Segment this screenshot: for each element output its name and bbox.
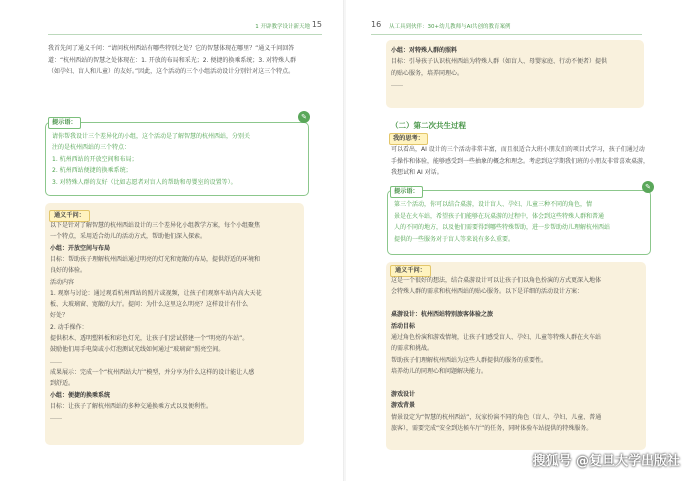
reply-line: 成果展示：完成一个“杭州西站大厅”模型，并分享为什么这样的设计能让人感 (50, 368, 255, 376)
pencil-icon: ✎ (298, 111, 310, 123)
left-page-number: 15 (311, 20, 322, 29)
reply-line: 提供积木、透明塑料板和彩色灯光，让孩子们尝试搭建一个“明亮的车站”。 (50, 335, 249, 342)
prompt-tag-right: 提示语： (390, 186, 423, 198)
reply-line: 桌游设计：杭州西站特别旅客体验之旅 (391, 311, 494, 319)
prompt-line: 3. 对特殊人群的友好（比如志愿者对盲人的帮助和母婴室的设置等）。 (52, 178, 237, 186)
right-page-number: 16 (371, 20, 382, 29)
prompt-line: 提供的一些服务对于盲人等来说有多么重要。 (394, 235, 515, 243)
reply-line: 1. 观察与讨论：通过观看杭州西站的照片或视频，让孩子们观察车站内高大天花 (50, 289, 262, 297)
reply-line: 目标：让孩子了解杭州西站的多种交通换乘方式以及便利性。 (50, 402, 213, 410)
right-page (346, 0, 690, 481)
prompt-box-left (45, 113, 309, 196)
pencil-icon-right: ✎ (642, 181, 654, 193)
prompt-line: 请你帮我设计三个差异化的小组，这个活动是了解智慧的杭州西站，分别关 (52, 133, 251, 140)
reply-line: 游戏背景 (391, 402, 416, 410)
reply-line: 会特殊人群的需求和杭州西站的贴心服务。以下是详细的活动设计方案： (391, 288, 584, 296)
prompt-tag: 提示语： (48, 117, 81, 129)
reply-line: 到舒适。 (50, 380, 75, 388)
reply-line: 帮助孩子们理解杭州西站为这些人群提供的服务的重要性。 (391, 356, 548, 364)
reply-line: 旅客），需要完成“安全到达候车厅”的任务，同时体验车站提供的特殊服务。 (391, 425, 593, 433)
reply-line: 小组：开放空间与布局 (50, 244, 111, 252)
reply-line: 板、大玻璃窗、宽敞的大厅。提问：为什么这里这么明亮？这样设计有什么 (50, 301, 249, 309)
reply-line: 小组：对特殊人群的照料 (391, 47, 458, 54)
left-header-rule (48, 34, 322, 35)
prompt-line: 注的是杭州西站的三个特点： (52, 144, 131, 152)
prompt-box-right (387, 183, 651, 255)
prompt-line: 1. 杭州西站的开放空间和布局； (52, 155, 138, 163)
prompt-line: 2. 杭州西站便捷的换乘系统； (52, 167, 132, 175)
prompt-line: 第三个活动，你可以结合桌游，设计盲人、孕妇、儿童三种不同的角色，情 (394, 201, 593, 208)
reply-line: 良好的体验。 (50, 267, 87, 275)
reply-line: 活动内容 (50, 278, 75, 286)
reply-line: 情景设定为“智慧的杭州西站”，玩家扮演不同的角色（盲人、孕妇、儿童、普通 (391, 413, 602, 421)
reply-tag: 通义千问： (49, 210, 90, 222)
right-running-header: 从工具到伙伴：30+幼儿教师与AI共创的教育案例 (389, 24, 511, 30)
section-title: （二）第二次共生过程 (391, 121, 466, 130)
reply-line: 这是一个很好的想法，结合桌游设计可以让孩子们以角色扮演的方式更深入地体 (391, 277, 602, 284)
prompt-line: 人的不同的地方，以及他们需要得到哪些特殊帮助，进一步帮助幼儿理解杭州西站 (394, 224, 611, 231)
reply-box-left (45, 203, 304, 445)
reply-line: 活动目标 (391, 322, 416, 330)
reply-line: …… (391, 81, 403, 89)
prompt-line: 景是在火车站，希望孩子们能够在玩桌游的过程中，体会到这些特殊人群和普通 (394, 212, 605, 220)
reply-line: 培养幼儿的同理心和问题解决能力。 (391, 368, 488, 376)
reply-line: 游戏设计 (391, 391, 416, 398)
reply-line: 2. 动手操作： (50, 323, 88, 331)
reply-line: 的贴心服务，培养同理心。 (391, 69, 464, 77)
watermark: 搜狐号 @复旦大学出版社 (532, 454, 680, 469)
my-thoughts-text: 可以看出，AI 设计的三个活动非常丰富，而且很适合大班小朋友们的项目式学习，孩子们通过动手操作和体验，能够感受到一些抽象的概念和理念。考虑到这学期我们班的小朋友非常喜欢桌游，我想试和 AI 对话。 (391, 146, 650, 177)
reply-line: 一个特点，采用适合幼儿的活动方式，帮助他们深入探索。 (50, 233, 207, 241)
reply-tag-right: 通义千问： (390, 265, 431, 277)
reply-line: 目标：帮助孩子理解杭州西站通过明亮的灯光和宽敞的布局，提供舒适的环境和 (50, 255, 261, 263)
reply-line: 通过角色扮演和游戏情境，让孩子们感受盲人、孕妇、儿童等特殊人群在火车站 (391, 334, 602, 341)
left-page (0, 0, 344, 481)
left-running-header: 1 开辟教学设计新天地 (255, 24, 310, 30)
reply-line: 好处？ (50, 312, 69, 320)
my-thoughts-tag: 我的思考： (389, 133, 428, 145)
reply-line: …… (50, 357, 62, 365)
reply-line: 的需求和挑战。 (391, 345, 434, 353)
reply-line: 以下是针对了解智慧的杭州西站设计的三个差异化小组教学方案，每个小组聚焦 (50, 222, 261, 229)
reply-line: …… (50, 414, 62, 422)
top-reply-box (386, 40, 644, 108)
intro-paragraph: 我首先问了通义千问：“请问杭州西站有哪些特别之处？它的智慧体现在哪里？”通义千问回答道：“杭州西站的智慧之处体现在：1. 开放的布局和采光；2. 便捷的换乘系统；3. 对特殊人群（如孕妇、盲人和儿童）的友好。”因此，这个活动的三个小组活动设计分别针对这三个特点。 (48, 45, 297, 76)
reply-line: 鼓励他们用手电筒或小灯泡测试光线如何通过“玻璃窗”照亮空间。 (50, 346, 225, 354)
reply-line: 目标：引导孩子认识杭州西站为特殊人群（如盲人、母婴家庭、行动不便者）提供 (391, 58, 608, 66)
right-header-rule (371, 34, 642, 35)
reply-line: 小组：便捷的换乘系统 (50, 391, 111, 399)
reply-box-right (386, 262, 646, 450)
